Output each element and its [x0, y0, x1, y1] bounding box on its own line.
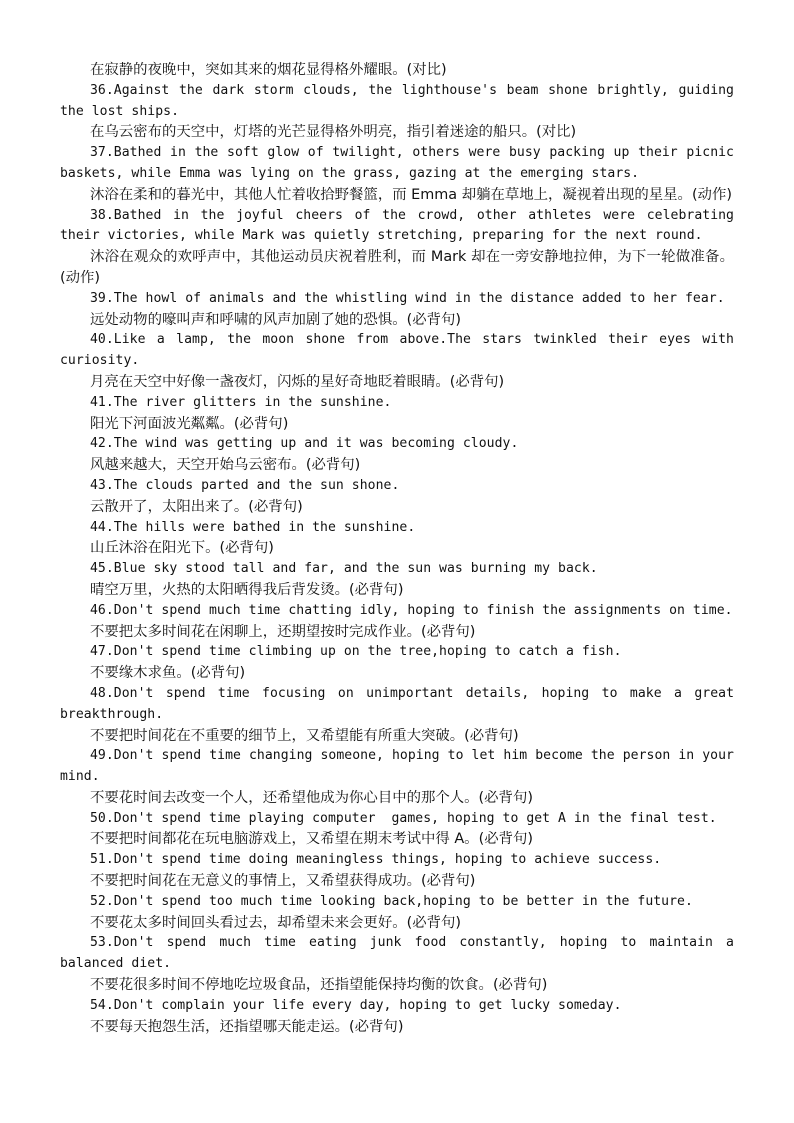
- english-sentence-40: 40.Like a lamp, the moon shone from above.The stars twinkled their eyes with curiosity.: [60, 332, 742, 369]
- chinese-translation-48: 不要把时间花在不重要的细节上，又希望能有所重大突破。(必背句): [90, 727, 519, 744]
- english-sentence-54: 54.Don't complain your life every day, hoping to get lucky someday.: [90, 997, 622, 1013]
- english-sentence-42: 42.The wind was getting up and it was becoming cloudy.: [90, 436, 519, 452]
- english-sentence-39: 39.The howl of animals and the whistling wind in the distance added to her fear.: [90, 290, 725, 306]
- chinese-translation-41: 阳光下河面波光粼粼。(必背句): [90, 415, 289, 432]
- chinese-translation-38: 沐浴在观众的欢呼声中，其他运动员庆祝着胜利，而 Mark 却在一旁安静地拉伸，为下一轮做准备。(动作): [60, 249, 734, 286]
- english-sentence-45: 45.Blue sky stood tall and far, and the sun was burning my back.: [90, 561, 598, 577]
- english-sentence-38: 38.Bathed in the joyful cheers of the crowd, other athletes were celebrating their victories, while Mark was quietly stretching, preparing for the next round.: [60, 207, 742, 244]
- chinese-translation-36: 在乌云密布的天空中，灯塔的光芒显得格外明亮，指引着迷途的船只。(对比): [90, 124, 577, 141]
- chinese-translation-54: 不要每天抱怨生活，还指望哪天能走运。(必背句): [90, 1018, 404, 1035]
- chinese-translation-47: 不要缘木求鱼。(必背句): [90, 665, 246, 682]
- english-sentence-49: 49.Don't spend time changing someone, hoping to let him become the person in your mind.: [60, 748, 742, 785]
- english-sentence-48: 48.Don't spend time focusing on unimportant details, hoping to make a great breakthrough.: [60, 685, 742, 722]
- english-sentence-52: 52.Don't spend too much time looking back,hoping to be better in the future.: [90, 893, 693, 909]
- chinese-translation-49: 不要花时间去改变一个人，还希望他成为你心目中的那个人。(必背句): [90, 789, 533, 806]
- chinese-translation-53: 不要花很多时间不停地吃垃圾食品，还指望能保持均衡的饮食。(必背句): [90, 977, 548, 994]
- chinese-translation-40: 月亮在天空中好像一盏夜灯，闪烁的星好奇地眨着眼睛。(必背句): [90, 373, 505, 390]
- english-sentence-46: 46.Don't spend much time chatting idly, hoping to finish the assignments on time.: [90, 602, 733, 618]
- chinese-translation-50: 不要把时间都花在玩电脑游戏上，又希望在期末考试中得 A。(必背句): [90, 831, 533, 848]
- english-sentence-51: 51.Don't spend time doing meaningless things, hoping to achieve success.: [90, 852, 662, 868]
- english-sentence-50: 50.Don't spend time playing computer games, hoping to get A in the final test.: [90, 810, 717, 826]
- english-sentence-44: 44.The hills were bathed in the sunshine.: [90, 519, 416, 535]
- english-sentence-41: 41.The river glitters in the sunshine.: [90, 394, 392, 410]
- chinese-translation-39: 远处动物的嚎叫声和呼啸的风声加剧了她的恐惧。(必背句): [90, 311, 461, 328]
- chinese-translation-46: 不要把太多时间花在闲聊上，还期望按时完成作业。(必背句): [90, 623, 476, 640]
- chinese-translation-42: 风越来越大，天空开始乌云密布。(必背句): [90, 457, 361, 474]
- chinese-translation-43: 云散开了，太阳出来了。(必背句): [90, 498, 303, 515]
- english-sentence-36: 36.Against the dark storm clouds, the lighthouse's beam shone brightly, guiding the lost ships.: [60, 82, 742, 119]
- english-sentence-53: 53.Don't spend much time eating junk food constantly, hoping to maintain a balanced diet.: [60, 935, 742, 972]
- chinese-translation-37: 沐浴在柔和的暮光中，其他人忙着收拾野餐篮，而 Emma 却躺在草地上，凝视着出现的星星。(动作): [90, 186, 732, 203]
- english-sentence-37: 37.Bathed in the soft glow of twilight, others were busy packing up their picnic baskets, while Emma was lying on the grass, gazing at the emerging stars.: [60, 145, 742, 181]
- english-sentence-47: 47.Don't spend time climbing up on the tree,hoping to catch a fish.: [90, 644, 622, 660]
- chinese-translation-51: 不要把时间花在无意义的事情上，又希望获得成功。(必背句): [90, 873, 476, 890]
- chinese-translation-line: 在寂静的夜晚中，突如其来的烟花显得格外耀眼。(对比): [90, 62, 447, 78]
- chinese-translation-44: 山丘沐浴在阳光下。(必背句): [90, 540, 274, 557]
- chinese-translation-45: 晴空万里，火热的太阳晒得我后背发烫。(必背句): [90, 581, 404, 598]
- english-sentence-43: 43.The clouds parted and the sun shone.: [90, 477, 400, 493]
- chinese-translation-52: 不要花太多时间回头看过去，却希望未来会更好。(必背句): [90, 914, 461, 931]
